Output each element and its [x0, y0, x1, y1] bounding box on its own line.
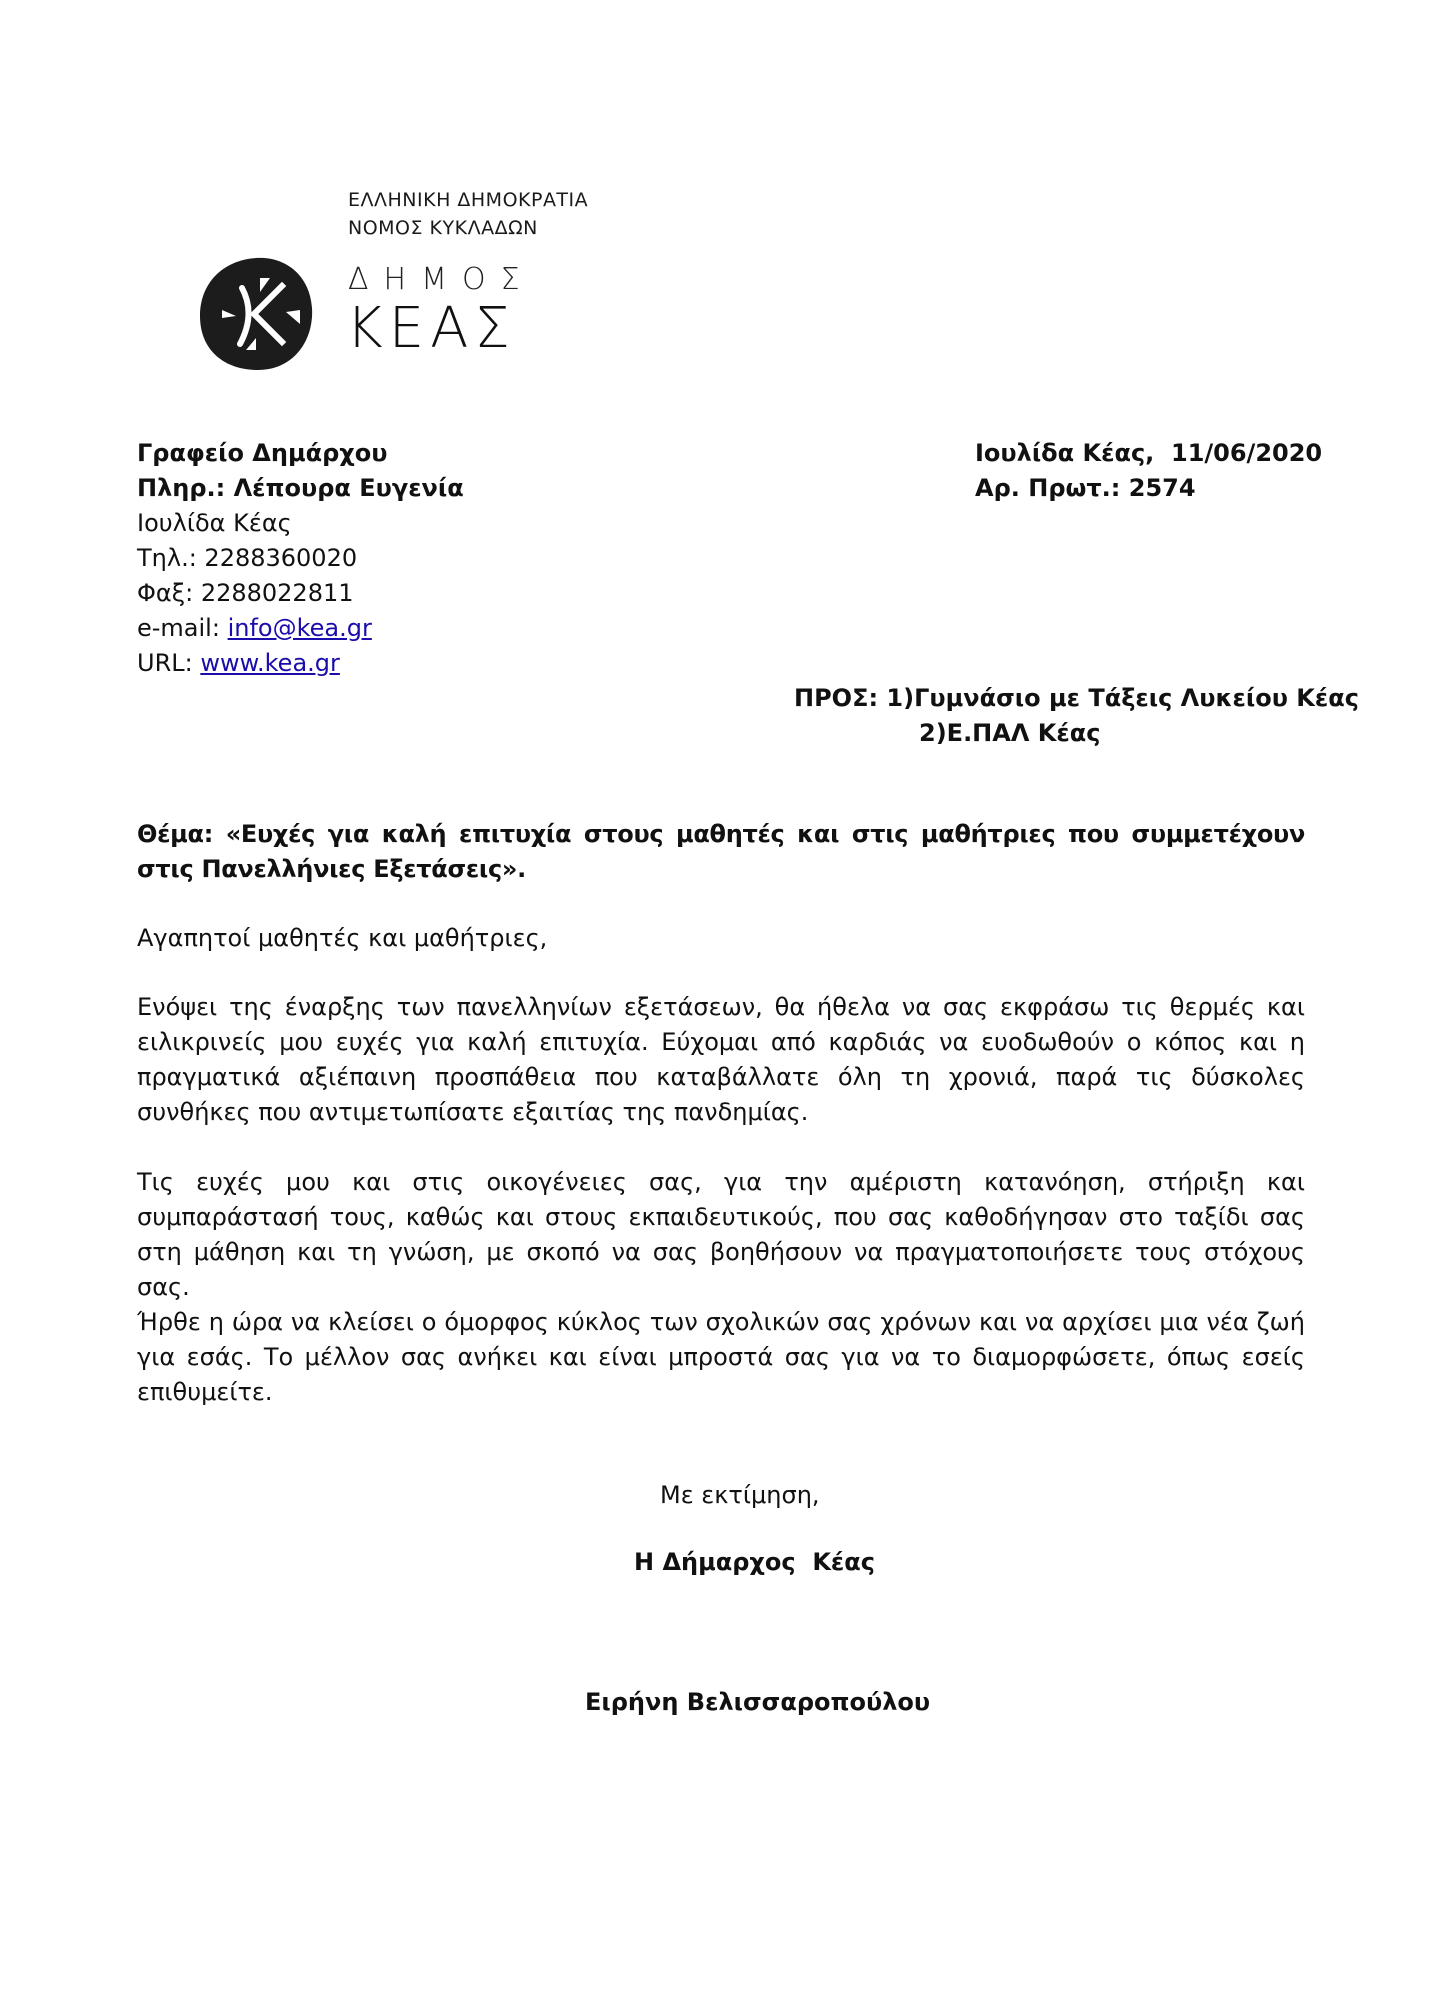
recipients: [794, 681, 1359, 751]
letter-subject: Θέμα: «Ευχές για καλή επιτυχία στους μαθητές και στις μαθήτριες που συμμετέχουν στις Πανελλήνιες Εξετάσεις».: [137, 820, 1305, 883]
fax-label: Φαξ:: [137, 579, 201, 607]
kea-municipality-logo-icon: [194, 252, 318, 376]
sender-block: [137, 436, 464, 681]
recipient-1: ΠΡΟΣ: 1)Γυμνάσιο με Τάξεις Λυκείου Κέας: [794, 684, 1359, 712]
municipality-name: ΚΕΑΣ: [346, 296, 516, 361]
sender-office: Γραφείο Δημάρχου: [137, 439, 388, 467]
sender-fax-row: [137, 576, 464, 611]
signer-title: Η Δήμαρχος Κέας: [634, 1548, 876, 1576]
email-label: e-mail:: [137, 614, 228, 642]
municipality-label: ΔΗΜΟΣ: [348, 262, 535, 297]
letter-paragraph: Τις ευχές μου και στις οικογένειες σας, για την αμέριστη κατανόηση, στήριξη και συμπαράστασή τους, καθώς και στους εκπαιδευτικούς, που σας καθοδήγησαν στο ταξίδι σας στη μάθηση και τη γνώση, με σκοπό να σας βοηθήσουν να πραγματοποιήσετε τους στόχους σας.: [137, 1168, 1305, 1301]
closing-salutation: Με εκτίμηση,: [660, 1481, 820, 1509]
signer-name: Ειρήνη Βελισσαροπούλου: [585, 1688, 931, 1716]
sender-contact-person: Πληρ.: Λέπουρα Ευγενία: [137, 474, 464, 502]
protocol-number: Αρ. Πρωτ.: 2574: [975, 474, 1196, 502]
email-link[interactable]: info@kea.gr: [227, 614, 372, 642]
letter-paragraph: Ήρθε η ώρα να κλείσει ο όμορφος κύκλος των σχολικών σας χρόνων και να αρχίσει μια νέα ζωή για εσάς. Το μέλλον σας ανήκει και είναι μπροστά σας για να το διαμορφώσετε, όπως εσείς επιθυμείτε.: [137, 1308, 1305, 1406]
phone-label: Τηλ.:: [137, 544, 205, 572]
sender-url-row: [137, 646, 464, 681]
document-meta: [975, 436, 1322, 506]
fax-number: 2288022811: [200, 579, 354, 607]
sender-city: Ιουλίδα Κέας: [137, 509, 292, 537]
letter-greeting: Αγαπητοί μαθητές και μαθήτριες,: [137, 924, 548, 952]
prefecture-name: ΝΟΜΟΣ ΚΥΚΛΑΔΩΝ: [348, 217, 538, 239]
phone-number: 2288360020: [204, 544, 358, 572]
letter-paragraph: Ενόψει της έναρξης των πανελληνίων εξετάσεων, θα ήθελα να σας εκφράσω τις θερμές και ειλικρινείς μου ευχές για καλή επιτυχία. Εύχομαι από καρδιάς να ευοδωθούν ο κόπος και η πραγματικά αξιέπαινη προσπάθεια που καταβάλλατε όλη τη χρονιά, παρά τις δύσκολες συνθήκες που αντιμετωπίσατε εξαιτίας της πανδημίας.: [137, 993, 1305, 1126]
place-date: Ιουλίδα Κέας, 11/06/2020: [975, 439, 1323, 467]
country-name: ΕΛΛΗΝΙΚΗ ΔΗΜΟΚΡΑΤΙΑ: [348, 189, 589, 211]
recipient-2: 2)Ε.ΠΑΛ Κέας: [919, 719, 1101, 747]
url-label: URL:: [137, 649, 201, 677]
sender-email-row: [137, 611, 464, 646]
website-link[interactable]: www.kea.gr: [200, 649, 340, 677]
sender-phone-row: [137, 541, 464, 576]
